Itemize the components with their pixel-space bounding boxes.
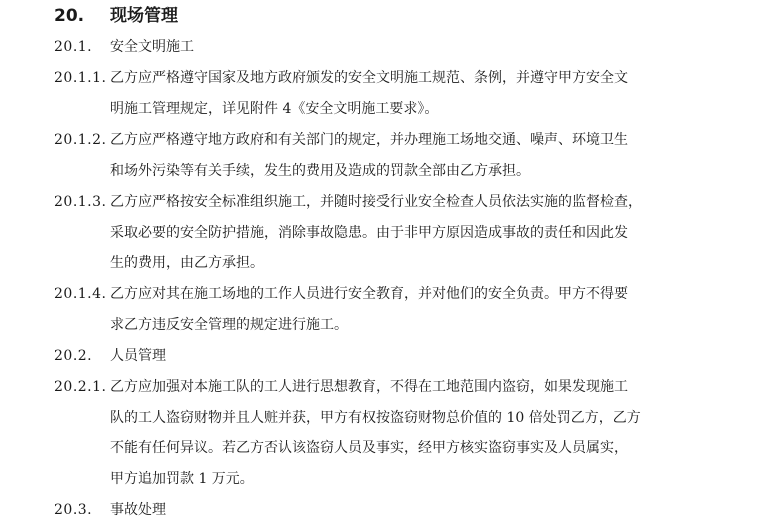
clause-line: 生的费用，由乙方承担。 — [110, 255, 264, 271]
section-title: 现场管理 — [110, 6, 178, 26]
clause-text — [110, 187, 694, 279]
clause-line: 甲方追加罚款 1 万元。 — [110, 470, 254, 487]
clause-text — [110, 372, 694, 494]
clause-number: 20.1.4. — [54, 286, 107, 302]
clause-number: 20.1.3. — [54, 194, 107, 210]
clause-line: 求乙方违反安全管理的规定进行施工。 — [110, 316, 348, 333]
clause-number: 20.2.1. — [54, 379, 107, 395]
clause-line: 乙方应加强对本施工队的工人进行思想教育，不得在工地范围内盗窃，如果发现施工 — [110, 379, 628, 395]
subsection-title: 安全文明施工 — [110, 39, 194, 55]
clause-line: 乙方应严格遵守国家及地方政府颁发的安全文明施工规范、条例，并遵守甲方安全文 — [110, 70, 628, 86]
clause-line: 采取必要的安全防护措施，消除事故隐患。由于非甲方原因造成事故的责任和因此发 — [110, 224, 628, 241]
clause-20-1-4 — [54, 279, 694, 340]
clause-20-1-3 — [54, 187, 694, 279]
section-heading — [54, 4, 178, 28]
clause-line: 乙方应对其在施工场地的工作人员进行安全教育，并对他们的安全负责。甲方不得要 — [110, 286, 628, 302]
clause-line: 乙方应严格遵守地方政府和有关部门的规定，并办理施工场地交通、噪声、环境卫生 — [110, 132, 628, 148]
clause-20-2-1 — [54, 372, 694, 494]
subsection-title: 人员管理 — [110, 348, 166, 364]
clause-line: 不能有任何异议。若乙方否认该盗窃人员及事实，经甲方核实盗窃事实及人员属实， — [110, 440, 628, 456]
subsection-accident-handling — [54, 495, 166, 526]
clause-number: 20.2. — [54, 348, 93, 364]
clause-number: 20.1.1. — [54, 70, 107, 86]
clause-line: 乙方应严格按安全标准组织施工，并随时接受行业安全检查人员依法实施的监督检查， — [110, 194, 642, 210]
clause-text — [110, 125, 694, 186]
clause-text — [110, 279, 694, 340]
clause-line: 明施工管理规定，详见附件 4《安全文明施工要求》。 — [110, 100, 439, 117]
clause-line: 和场外污染等有关手续，发生的费用及造成的罚款全部由乙方承担。 — [110, 162, 530, 179]
section-number: 20. — [54, 6, 85, 26]
clause-number: 20.3. — [54, 502, 93, 518]
subsection-title: 事故处理 — [110, 502, 166, 518]
clause-text — [110, 63, 694, 124]
clause-20-1-1 — [54, 63, 694, 124]
clause-number: 20.1.2. — [54, 132, 107, 148]
clause-number: 20.1. — [54, 39, 93, 55]
subsection-personnel — [54, 341, 166, 372]
clause-20-1-2 — [54, 125, 694, 186]
subsection-safety — [54, 32, 194, 63]
clause-line: 队的工人盗窃财物并且人赃并获，甲方有权按盗窃财物总价值的 10 倍处罚乙方，乙方 — [110, 409, 641, 426]
